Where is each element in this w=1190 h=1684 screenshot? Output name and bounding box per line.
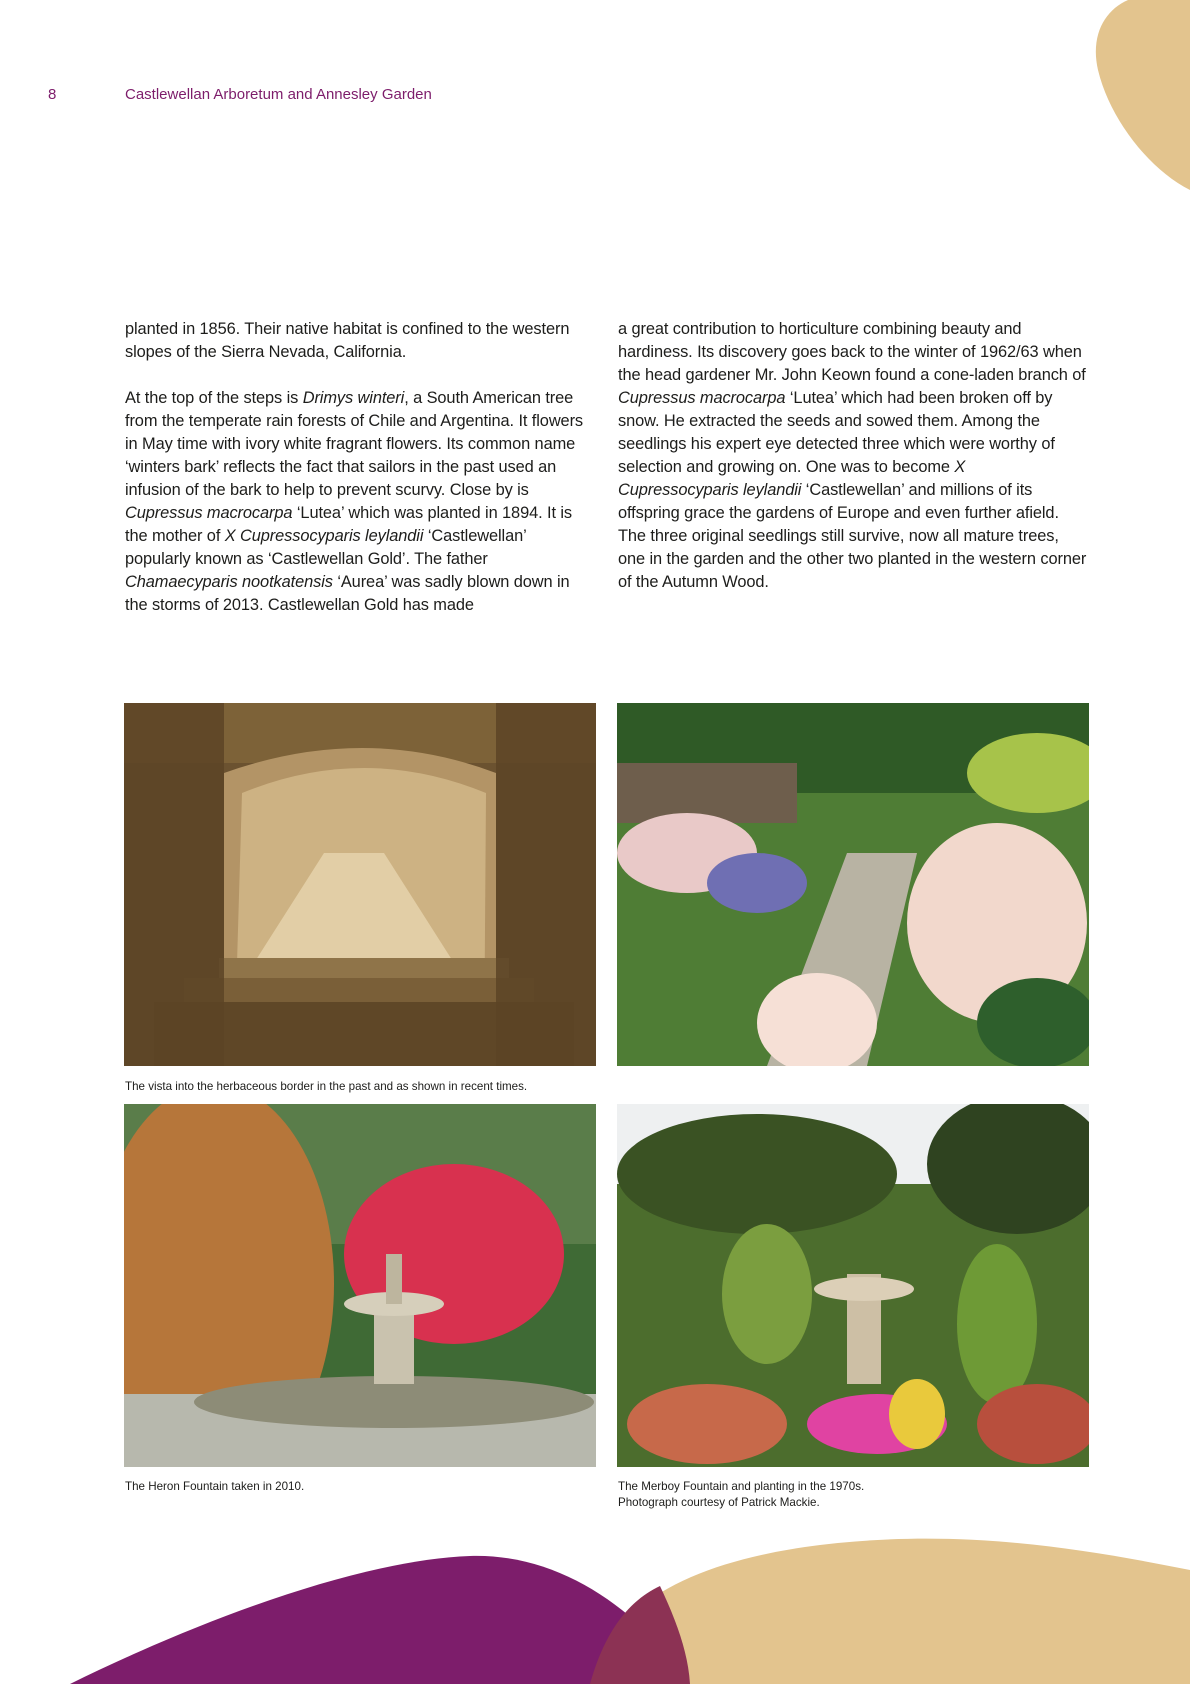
italic-term: Drimys winteri bbox=[302, 389, 405, 407]
photo-vista-recent bbox=[617, 703, 1089, 1066]
caption-heron: The Heron Fountain taken in 2010. bbox=[125, 1480, 305, 1493]
text-run: At the top of the steps is bbox=[125, 389, 303, 407]
italic-term: X Cupressocyparis leylandii bbox=[618, 458, 966, 499]
text-run: a great contribution to horticulture combining beauty and hardiness. Its discovery goes back to the winter of 1962/63 when the head gardener Mr. John Keown found a cone-laden branch of bbox=[618, 320, 1086, 384]
page-number: 8 bbox=[48, 86, 57, 103]
body-paragraph-left-2 bbox=[125, 387, 595, 617]
photo-merboy-fountain bbox=[617, 1104, 1089, 1467]
italic-term: Cupressus macrocarpa bbox=[125, 504, 293, 522]
text-run: ‘Lutea’ which was planted in 1894. It is the mother of bbox=[125, 504, 573, 545]
body-column-left bbox=[125, 318, 595, 617]
caption-merboy bbox=[618, 1479, 864, 1511]
caption-vista: The vista into the herbaceous border in the past and as shown in recent times. bbox=[125, 1080, 528, 1093]
body-paragraph-right-1 bbox=[618, 318, 1088, 594]
caption-merboy-line-2: Photograph courtesy of Patrick Mackie. bbox=[618, 1496, 820, 1509]
photo-vista-past bbox=[124, 703, 596, 1066]
running-header: Castlewellan Arboretum and Annesley Garden bbox=[125, 86, 432, 103]
italic-term: X Cupressocyparis leylandii bbox=[224, 527, 424, 545]
italic-term: Chamaecyparis nootkatensis bbox=[125, 573, 333, 591]
body-paragraph-left-1 bbox=[125, 318, 595, 364]
text-run: ‘Aurea’ was sadly blown down in the storms of 2013. Castlewellan Gold has made bbox=[125, 573, 570, 614]
body-column-right bbox=[618, 318, 1088, 594]
text-run: ‘Castlewellan’ popularly known as ‘Castlewellan Gold’. The father bbox=[125, 527, 527, 568]
text-run: planted in 1856. Their native habitat is confined to the western slopes of the Sierra Nevada, California. bbox=[125, 320, 570, 361]
top-right-sand-shape bbox=[1096, 0, 1190, 190]
text-run: ‘Castlewellan’ and millions of its offspring grace the gardens of Europe and even further afield. The three original seedlings still survive, now all mature trees, one in the garden and the other two planted in the western corner of the Autumn Wood. bbox=[618, 481, 1087, 591]
text-run: , a South American tree from the temperate rain forests of Chile and Argentina. It flowers in May time with ivory white fragrant flowers. Its common name ‘winters bark’ reflects the fact that sailors in the past used an infusion of the bark to help to prevent scurvy. Close by is bbox=[125, 389, 584, 499]
italic-term: Cupressus macrocarpa bbox=[618, 389, 786, 407]
caption-merboy-line-1: The Merboy Fountain and planting in the 1970s. bbox=[618, 1480, 865, 1493]
text-run: ‘Lutea’ which had been broken off by snow. He extracted the seeds and sowed them. Among the seedlings his expert eye detected three which were worthy of selection and growing on. One was to become bbox=[618, 389, 1055, 476]
photo-heron-fountain bbox=[124, 1104, 596, 1467]
